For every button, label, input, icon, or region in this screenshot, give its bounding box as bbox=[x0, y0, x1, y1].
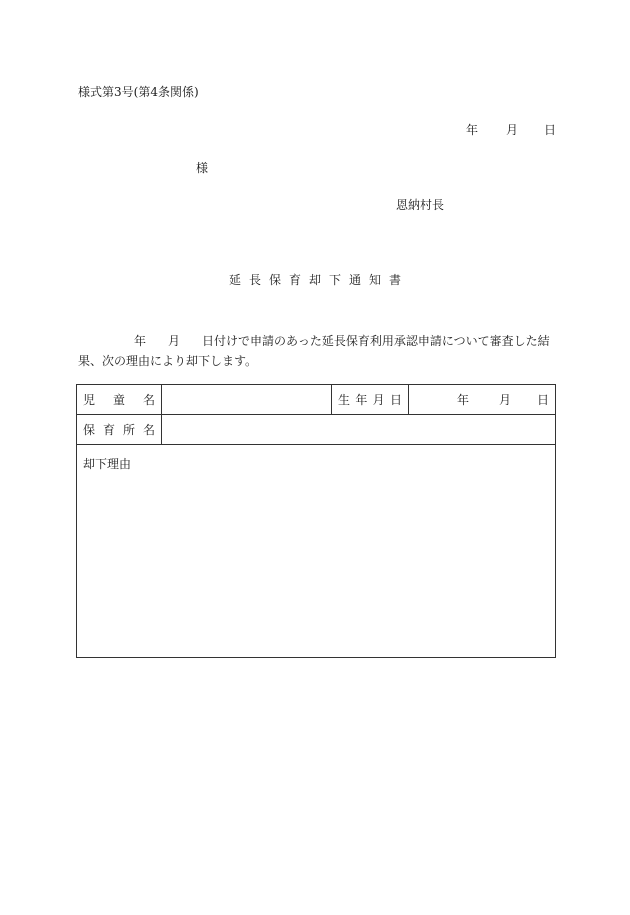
table-row-nursery bbox=[77, 415, 556, 445]
rejection-reason-field[interactable] bbox=[77, 445, 556, 658]
date-day-label: 日 bbox=[544, 123, 557, 137]
date-month-label: 月 bbox=[506, 123, 519, 137]
table-row-child bbox=[77, 385, 556, 415]
body-year-label: 年 bbox=[134, 334, 147, 348]
date-year-label: 年 bbox=[466, 123, 479, 137]
issue-date bbox=[466, 124, 556, 136]
form-number: 様式第3号(第4条関係) bbox=[78, 85, 199, 99]
addressee-suffix: 様 bbox=[196, 161, 209, 175]
birth-date-label: 生 年 月 日 bbox=[332, 385, 409, 415]
document-title: 延長保育却下通知書 bbox=[228, 273, 409, 287]
body-text: 日付けで申請のあった延長保育利用承認申請について審査した結果、次の理由により却下します。 bbox=[78, 334, 550, 368]
notice-table bbox=[76, 384, 556, 658]
body-month-label: 月 bbox=[168, 334, 181, 348]
table-row-reason bbox=[77, 445, 556, 658]
rejection-reason-label: 却下理由 bbox=[83, 457, 132, 471]
birth-day-label: 日 bbox=[536, 393, 549, 407]
nursery-name-value[interactable] bbox=[162, 415, 556, 445]
child-name-label: 児 童 名 bbox=[77, 385, 162, 415]
child-name-value[interactable] bbox=[162, 385, 332, 415]
nursery-name-label: 保 育 所 名 bbox=[77, 415, 162, 445]
birth-date-value[interactable] bbox=[409, 385, 556, 415]
birth-month-label: 月 bbox=[498, 393, 511, 407]
notice-body bbox=[78, 331, 554, 371]
birth-year-label: 年 bbox=[456, 393, 469, 407]
sender-name: 恩納村長 bbox=[396, 198, 445, 212]
